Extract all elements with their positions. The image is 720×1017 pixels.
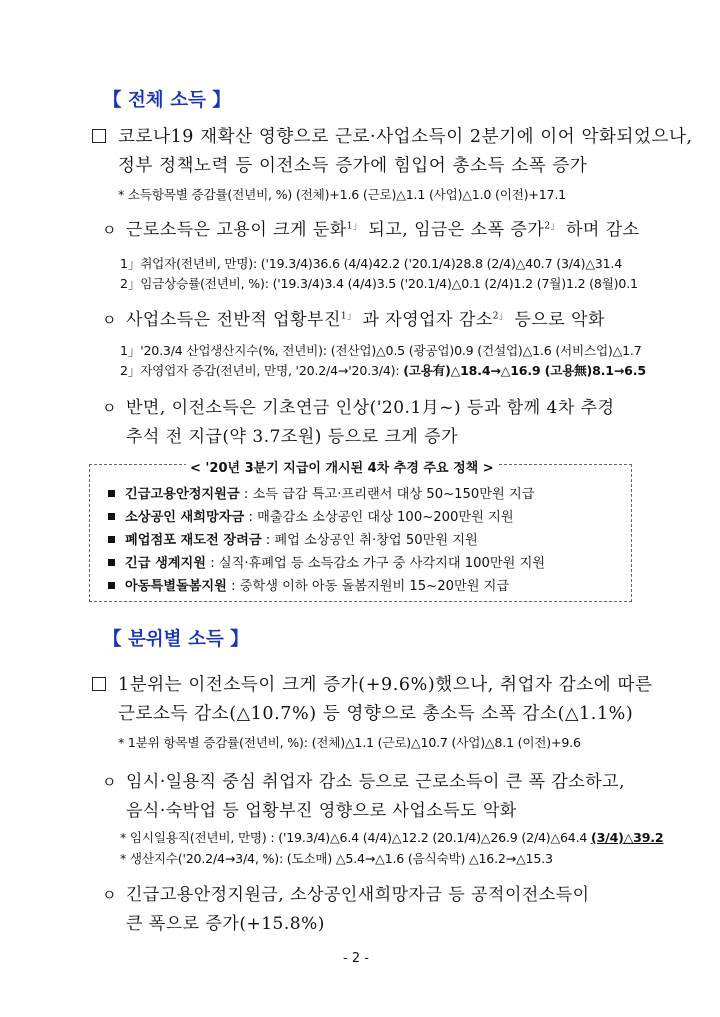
policy-item xyxy=(108,506,514,525)
circle-bullet-icon: ㅇ xyxy=(102,221,117,239)
business-sup-b: 2」 xyxy=(492,311,509,322)
business-note2-bold: (고용有)△18.4→△16.9 (고용無)8.1→6.5 xyxy=(403,363,646,378)
business-income-statement xyxy=(126,305,605,330)
policy-item xyxy=(108,575,509,594)
block2-line1: 1분위는 이전소득이 크게 증가(+9.6%)했으나, 취업자 감소에 따른 xyxy=(118,675,653,695)
labor-text-b: 되고, 임금은 소폭 증가 xyxy=(362,220,545,240)
emergency-line1: 긴급고용안정지원금, 소상공인새희망자금 등 공적이전소득이 xyxy=(126,885,590,905)
checkbox-square-icon xyxy=(92,129,106,143)
square-bullet-icon xyxy=(108,559,115,566)
block1-line2: 정부 정책노력 등 이전소득 증가에 힘입어 총소득 소폭 증가 xyxy=(118,156,588,176)
section-title-total-income: 【 전체 소득 】 xyxy=(103,90,231,111)
policy-item-name: 긴급고용안정지원금 xyxy=(125,487,240,502)
policy-item xyxy=(108,552,545,571)
policy-item-name: 소상공인 새희망자금 xyxy=(125,510,245,525)
policy-item-name: 긴급 생계지원 xyxy=(125,556,207,571)
business-note2-text: 2」자영업자 증감(전년비, 만명, '20.2/4→'20.3/4): xyxy=(120,363,404,378)
circle-bullet-icon: ㅇ xyxy=(102,311,117,329)
business-text-c: 등으로 악화 xyxy=(508,310,605,330)
square-bullet-icon xyxy=(108,582,115,589)
circle-bullet-icon: ㅇ xyxy=(102,886,117,904)
business-text-a: 사업소득은 전반적 업황부진 xyxy=(126,310,341,330)
block2-note: * 1분위 항목별 증감률(전년비, %): (전체)△1.1 (근로)△10.7 (사업)△8.1 (이전)+9.6 xyxy=(118,735,581,750)
policy-box-title: < '20년 3분기 지급이 개시된 4차 추경 주요 정책 > xyxy=(186,457,498,476)
policy-item xyxy=(108,529,478,548)
temp-note1-highlight: (3/4)△39.2 xyxy=(591,830,664,845)
block1-line1: 코로나19 재확산 영향으로 근로·사업소득이 2분기에 이어 악화되었으나, xyxy=(118,127,693,147)
business-text-b: 과 자영업자 감소 xyxy=(356,310,493,330)
policy-item-desc: : 폐업 소상공인 취·창업 50만원 지원 xyxy=(261,533,478,548)
transfer-line1: 반면, 이전소득은 기초연금 인상('20.1月~) 등과 함께 4차 추경 xyxy=(126,398,615,418)
circle-bullet-icon: ㅇ xyxy=(102,773,117,791)
labor-sup-b: 2」 xyxy=(544,221,561,232)
block1-note: * 소득항목별 증감률(전년비, %) (전체)+1.6 (근로)△1.1 (사업)△1.0 (이전)+17.1 xyxy=(118,187,566,202)
temp-note-production: * 생산지수('20.2/4→3/4, %): (도소매) △5.4→△1.6 (음식숙박) △16.2→△15.3 xyxy=(120,851,553,866)
policy-item-desc: : 중학생 이하 아동 돌봄지원비 15~20만원 지급 xyxy=(226,579,510,594)
labor-text-a: 근로소득은 고용이 크게 둔화 xyxy=(126,220,347,240)
policy-item-desc: : 매출감소 소상공인 대상 100~200만원 지원 xyxy=(244,510,514,525)
circle-bullet-icon: ㅇ xyxy=(102,399,117,417)
policy-item-name: 폐업점포 재도전 장려금 xyxy=(125,533,262,548)
temp-line1: 임시·일용직 중심 취업자 감소 등으로 근로소득이 큰 폭 감소하고, xyxy=(126,772,626,792)
business-note-production: 1」'20.3/4 산업생산지수(%, 전년비): (전산업)△0.5 (광공업)0.9 (건설업)△1.6 (서비스업)△1.7 xyxy=(120,343,642,358)
square-bullet-icon xyxy=(108,513,115,520)
business-note-self-employed xyxy=(120,360,646,379)
labor-text-c: 하며 감소 xyxy=(560,220,640,240)
policy-box xyxy=(89,461,632,602)
square-bullet-icon xyxy=(108,490,115,497)
labor-note-employed: 1」취업자(전년비, 만명): ('19.3/4)36.6 (4/4)42.2 ('20.1/4)28.8 (2/4)△40.7 (3/4)△31.4 xyxy=(120,256,623,271)
policy-item-desc: : 실직·휴폐업 등 소득감소 가구 중 사각지대 100만원 지원 xyxy=(206,556,546,571)
labor-note-wage: 2」임금상승률(전년비, %): ('19.3/4)3.4 (4/4)3.5 ('20.1/4)△0.1 (2/4)1.2 (7월)1.2 (8월)0.1 xyxy=(120,276,638,291)
business-sup-a: 1」 xyxy=(340,311,357,322)
labor-income-statement xyxy=(126,215,640,240)
policy-item xyxy=(108,483,534,502)
checkbox-square-icon xyxy=(92,677,106,691)
temp-note1-text: * 임시일용직(전년비, 만명) : ('19.3/4)△6.4 (4/4)△12.2 (20.1/4)△26.9 (2/4)△64.4 xyxy=(120,830,592,845)
labor-sup-a: 1」 xyxy=(346,221,363,232)
section-title-quintile-income: 【 분위별 소득 】 xyxy=(103,629,249,650)
policy-item-desc: : 소득 급감 특고·프리랜서 대상 50~150만원 지급 xyxy=(239,487,535,502)
block2-line2: 근로소득 감소(△10.7%) 등 영향으로 총소득 소폭 감소(△1.1%) xyxy=(118,704,634,724)
policy-item-name: 아동특별돌봄지원 xyxy=(125,579,227,594)
emergency-line2: 큰 폭으로 증가(+15.8%) xyxy=(126,914,325,934)
temp-note-employment xyxy=(120,827,663,846)
temp-line2: 음식·숙박업 등 업황부진 영향으로 사업소득도 악화 xyxy=(126,801,517,821)
page-number: - 2 - xyxy=(343,951,369,966)
transfer-line2: 추석 전 지급(약 3.7조원) 등으로 크게 증가 xyxy=(126,427,459,447)
square-bullet-icon xyxy=(108,536,115,543)
